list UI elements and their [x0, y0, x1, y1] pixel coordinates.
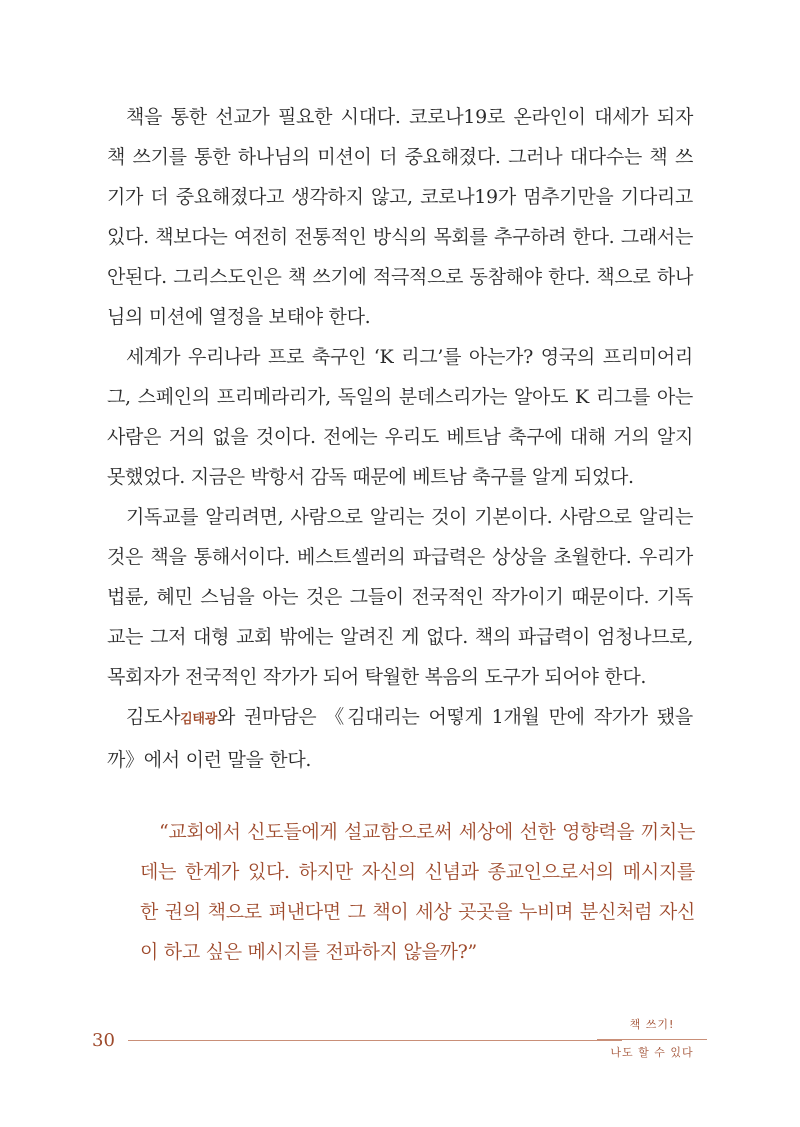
page-number: 30 [92, 1030, 115, 1051]
citation-text: 와 권마담은 《김대리는 어떻게 1개월 만에 작가가 됐을까》에서 이런 말을 한다. [107, 706, 693, 771]
page-footer [92, 1018, 704, 1068]
author-real-name: 김태광 [180, 712, 217, 727]
block-quote: “교회에서 신도들에게 설교함으로써 세상에 선한 영향력을 끼치는 데는 한계가 있다. 하지만 자신의 신념과 종교인으로서의 메시지를 한 권의 책으로 펴낸다면 그 책이 세상 곳곳을 누비며 분신처럼 자신이 하고 싶은 메시지를 전파하지 않을까?” [140, 821, 695, 963]
paragraph: 세계가 우리나라 프로 축구인 ‘K 리그’를 아는가? 영국의 프리미어리그, 스페인의 프리메라리가, 독일의 분데스리가는 알아도 K 리그를 아는 사람은 거의 없을 것이다. 전에는 우리도 베트남 축구에 대해 거의 알지 못했었다. 지금은 박항서 감독 때문에 베트남 축구를 알게 되었다. [107, 346, 693, 488]
book-title-line2: 나도 할 수 있다 [597, 1039, 707, 1060]
paragraph: 기독교를 알리려면, 사람으로 알리는 것이 기본이다. 사람으로 알리는 것은 책을 통해서이다. 베스트셀러의 파급력은 상상을 초월한다. 우리가 법륜, 혜민 스님을 아는 것은 그들이 전국적인 작가이기 때문이다. 기독교는 그저 대형 교회 밖에는 알려진 게 없다. 책의 파급력이 엄청나므로, 목회자가 전국적인 작가가 되어 탁월한 복음의 도구가 되어야 한다. [107, 506, 693, 688]
paragraph: 책을 통한 선교가 필요한 시대다. 코로나19로 온라인이 대세가 되자 책 쓰기를 통한 하나님의 미션이 더 중요해졌다. 그러나 대다수는 책 쓰기가 더 중요해졌다고 생각하지 않고, 코로나19가 멈추기만을 기다리고 있다. 책보다는 여전히 전통적인 방식의 목회를 추구하려 한다. 그래서는 안된다. 그리스도인은 책 쓰기에 적극적으로 동참해야 한다. 책으로 하나님의 미션에 열정을 보태야 한다. [107, 106, 693, 328]
paragraph-citation [107, 697, 693, 780]
book-title-line1: 책 쓰기! [629, 1018, 675, 1031]
footer-divider [128, 1040, 622, 1041]
running-book-title [597, 1018, 707, 1060]
author-alias: 김도사 [126, 706, 181, 728]
body-text [107, 97, 693, 780]
